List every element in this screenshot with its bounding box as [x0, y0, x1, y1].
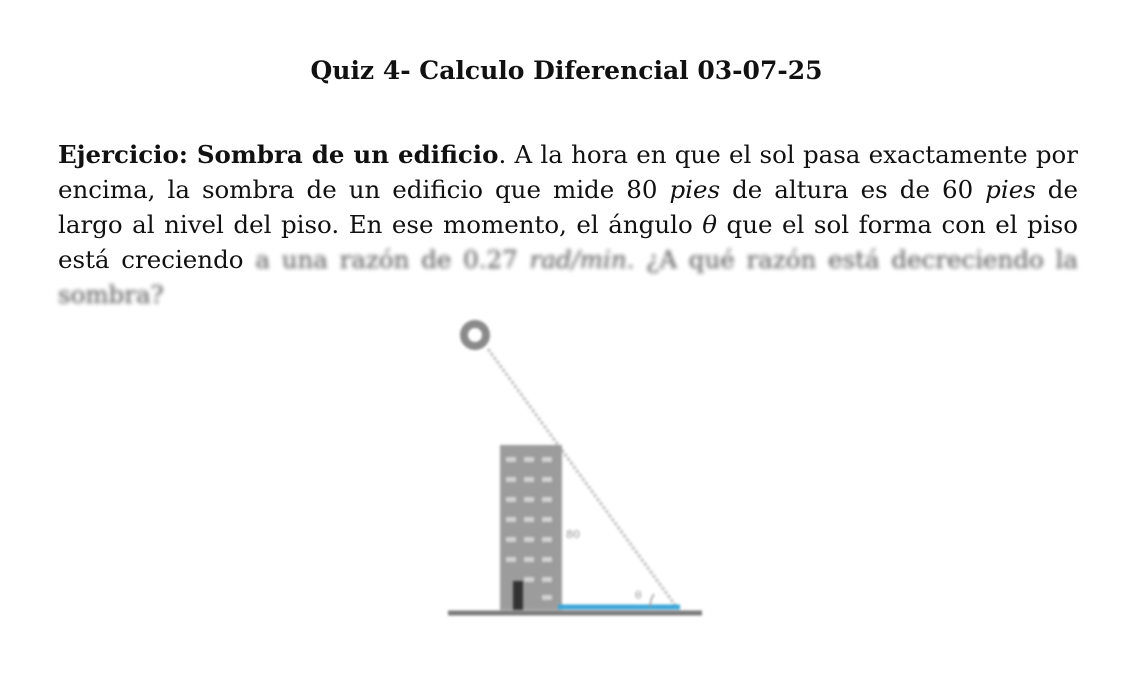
exercise-text-2: de altura es de 60 — [720, 175, 986, 204]
exercise-line-4b: . ¿A qué razón está decreciendo la sombra? — [58, 245, 1078, 309]
building-door — [513, 581, 523, 610]
unit-feet-2: pies — [985, 175, 1036, 204]
quiz-title: Quiz 4- Calculo Diferencial 03-07-25 — [310, 56, 823, 85]
exercise-paragraph — [58, 137, 1078, 312]
angle-label: θ — [635, 589, 642, 602]
exercise-text-4: que el sol forma con el piso está creciendo — [58, 210, 1078, 274]
theta-symbol: θ — [702, 210, 718, 239]
building-shadow-figure — [440, 305, 710, 630]
exercise-text-1: . A la hora en que el sol pasa exactamente por encima, la sombra de un edificio que mide 80 — [58, 140, 1078, 204]
unit-feet-1: pies — [669, 175, 721, 204]
building — [500, 445, 562, 610]
exercise-line-4a: a una razón de 0.27 — [255, 245, 530, 274]
height-label: 80 — [566, 528, 580, 541]
sun-inner — [468, 328, 482, 342]
sun-icon — [460, 320, 490, 350]
unit-rate: rad/min — [529, 245, 627, 274]
exercise-text-3: de largo al nivel del piso. En ese momento, el ángulo — [58, 175, 1078, 239]
exercise-heading: Ejercicio: Sombra de un edificio — [58, 140, 499, 169]
